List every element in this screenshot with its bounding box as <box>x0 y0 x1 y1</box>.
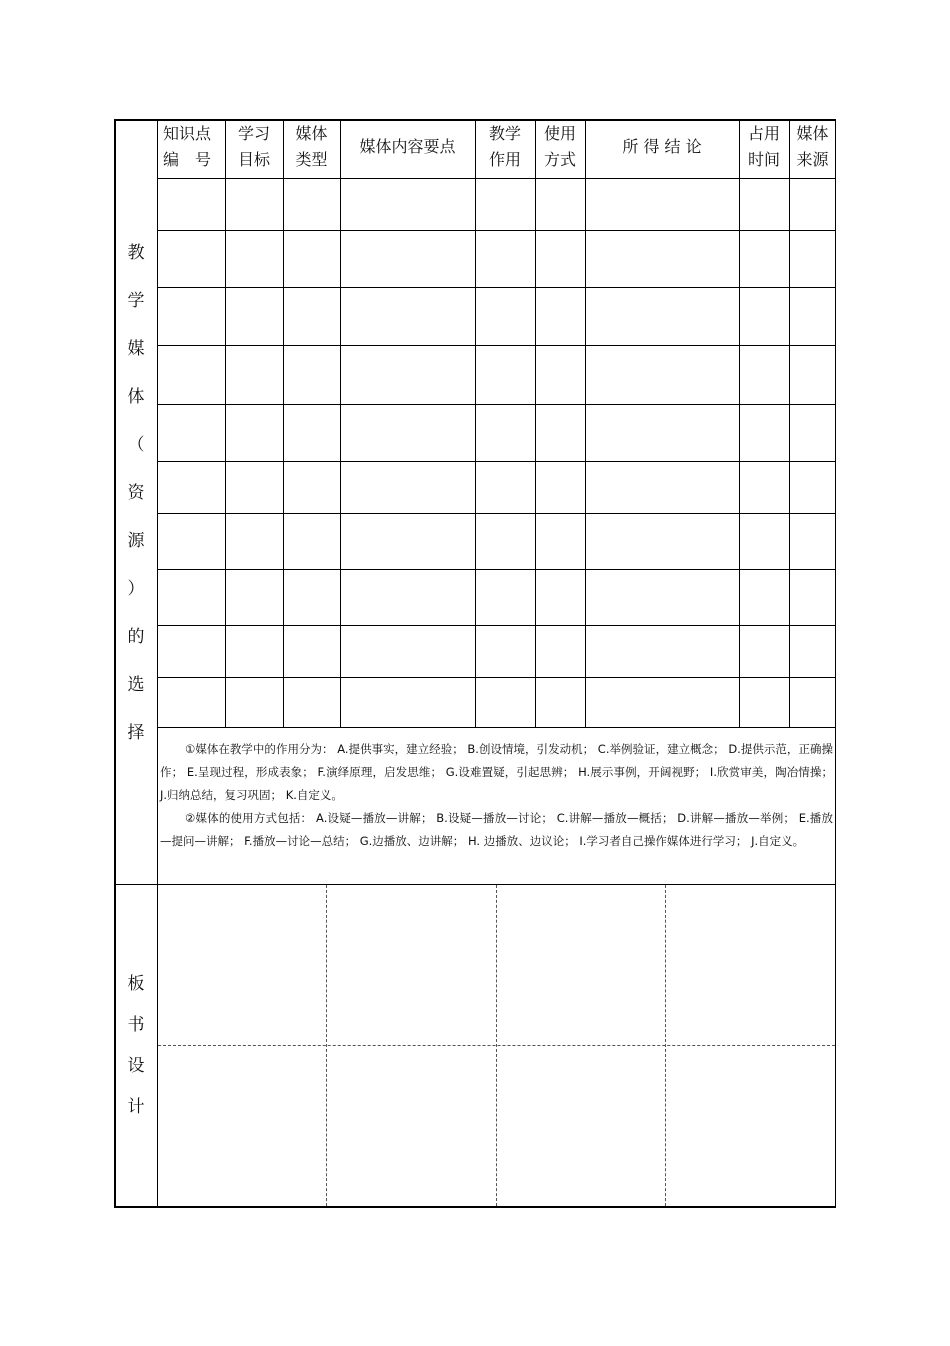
row-divider <box>157 461 836 462</box>
side-char: 教 <box>127 243 145 263</box>
side-char: ） <box>127 579 145 599</box>
side-char: 源 <box>127 531 145 551</box>
note-usage: ②媒体的使用方式包括： A.设疑—播放—讲解； B.设疑—播放—讨论； C.讲解—播放—概括； D.讲解—播放—举例； E.播放—提问—讲解； F.播放—讨论—总结； G.边播放、边讲解； H. 边播放、边议论； I.学习者自己操作媒体进行学习； J.自定义。 <box>160 811 833 848</box>
row-divider <box>157 230 836 231</box>
header-source <box>789 121 836 173</box>
side-char: 体 <box>127 387 145 407</box>
side-char: 计 <box>127 1097 145 1117</box>
header-line: 学习 <box>237 124 270 143</box>
section-divider <box>114 884 836 885</box>
header-knowledge-no <box>163 121 219 173</box>
header-line: 目标 <box>237 150 270 169</box>
side-char: 学 <box>127 291 145 311</box>
side-char: 资 <box>127 483 145 503</box>
header-line: 媒体内容要点 <box>359 137 456 156</box>
header-time <box>739 121 789 173</box>
side-char: 择 <box>127 723 145 743</box>
header-line: 方式 <box>543 150 576 169</box>
header-line: 时间 <box>747 150 780 169</box>
board-section-label <box>114 964 158 1128</box>
side-char: 板 <box>127 974 145 994</box>
row-divider <box>157 287 836 288</box>
header-content-points <box>340 134 475 160</box>
header-row-divider <box>157 178 836 179</box>
header-line: 编 号 <box>163 150 212 169</box>
side-char: 的 <box>127 627 145 647</box>
side-char: 媒 <box>127 339 145 359</box>
side-char: （ <box>127 435 145 455</box>
column-divider <box>340 119 341 727</box>
header-line: 来源 <box>796 150 829 169</box>
column-divider <box>475 119 476 727</box>
row-divider <box>157 513 836 514</box>
row-divider <box>157 569 836 570</box>
media-notes <box>160 738 833 853</box>
header-line: 所 得 结 论 <box>622 137 702 156</box>
row-divider <box>157 677 836 678</box>
header-line: 教学 <box>488 124 521 143</box>
media-section-label <box>114 229 158 757</box>
column-divider <box>225 119 226 727</box>
header-objective <box>225 121 283 173</box>
header-line: 使用 <box>543 124 576 143</box>
header-line: 媒体 <box>796 124 829 143</box>
header-usage <box>535 121 585 173</box>
column-divider <box>585 119 586 727</box>
header-line: 媒体 <box>295 124 328 143</box>
header-teaching-role <box>475 121 535 173</box>
row-divider <box>157 345 836 346</box>
column-divider <box>789 119 790 727</box>
column-divider <box>283 119 284 727</box>
column-divider <box>739 119 740 727</box>
header-line: 知识点 <box>163 124 212 143</box>
board-grid-line <box>158 1045 835 1046</box>
column-divider <box>535 119 536 727</box>
header-line: 占用 <box>747 124 780 143</box>
note-role: ①媒体在教学中的作用分为： A.提供事实，建立经验； B.创设情境，引发动机； C.举例验证，建立概念； D.提供示范，正确操作； E.呈现过程，形成表象； F.演绎原理，启发思维； G.设难置疑，引起思辨； H.展示事例，开阔视野； I.欣赏审美，陶冶情操； J.归纳总结，复习巩固； K.自定义。 <box>160 742 833 802</box>
notes-top-divider <box>157 727 836 728</box>
header-line: 作用 <box>488 150 521 169</box>
row-divider <box>157 404 836 405</box>
side-char: 设 <box>127 1056 145 1076</box>
side-char: 选 <box>127 675 145 695</box>
header-conclusion <box>585 134 739 160</box>
side-char: 书 <box>127 1015 145 1035</box>
header-media-type <box>283 121 340 173</box>
header-line: 类型 <box>295 150 328 169</box>
row-divider <box>157 625 836 626</box>
